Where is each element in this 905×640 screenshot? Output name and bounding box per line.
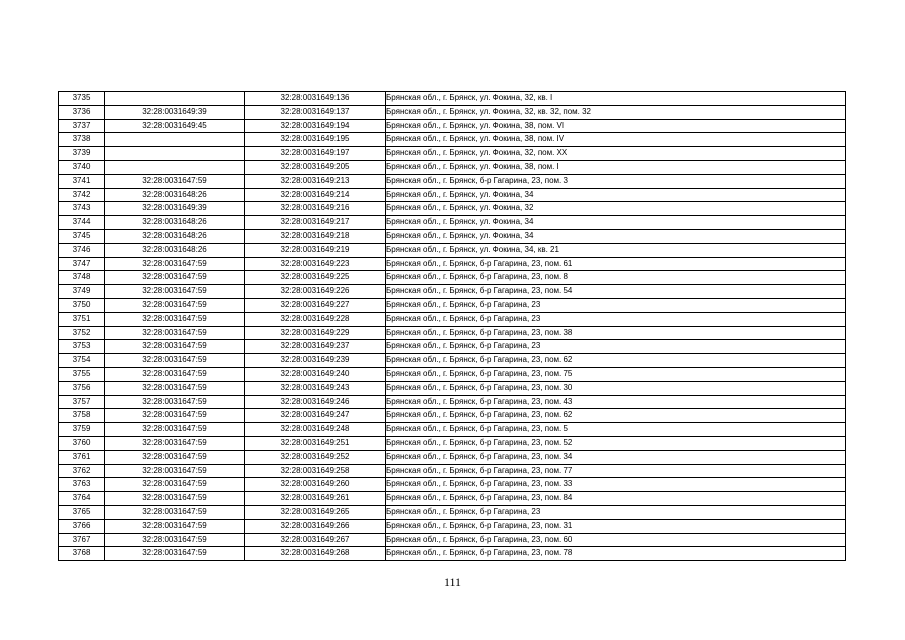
address-cell: Брянская обл., г. Брянск, ул. Фокина, 38, пом. I: [386, 160, 846, 174]
table-row: [59, 464, 846, 478]
parent-cadastral-number-cell: [105, 160, 245, 174]
cadastral-number-cell: 32:28:0031649:247: [245, 409, 386, 423]
parent-cadastral-number-cell: 32:28:0031647:59: [105, 436, 245, 450]
table-row: [59, 92, 846, 106]
cadastral-number-cell: 32:28:0031649:214: [245, 188, 386, 202]
row-number-cell: 3768: [59, 547, 105, 561]
row-number-cell: 3736: [59, 105, 105, 119]
table-row: [59, 285, 846, 299]
table-row: [59, 202, 846, 216]
row-number-cell: 3745: [59, 229, 105, 243]
cadastral-number-cell: 32:28:0031649:239: [245, 354, 386, 368]
table-row: [59, 533, 846, 547]
parent-cadastral-number-cell: 32:28:0031647:59: [105, 174, 245, 188]
address-cell: Брянская обл., г. Брянск, ул. Фокина, 32: [386, 202, 846, 216]
parent-cadastral-number-cell: 32:28:0031647:59: [105, 409, 245, 423]
row-number-cell: 3765: [59, 505, 105, 519]
table-row: [59, 312, 846, 326]
address-cell: Брянская обл., г. Брянск, б-р Гагарина, 23, пом. 30: [386, 381, 846, 395]
cadastral-number-cell: 32:28:0031649:216: [245, 202, 386, 216]
row-number-cell: 3743: [59, 202, 105, 216]
address-cell: Брянская обл., г. Брянск, б-р Гагарина, 23, пом. 38: [386, 326, 846, 340]
cadastral-number-cell: 32:28:0031649:252: [245, 450, 386, 464]
cadastral-number-cell: 32:28:0031649:260: [245, 478, 386, 492]
parent-cadastral-number-cell: 32:28:0031647:59: [105, 423, 245, 437]
table-row: [59, 188, 846, 202]
parent-cadastral-number-cell: 32:28:0031647:59: [105, 519, 245, 533]
cadastral-number-cell: 32:28:0031649:218: [245, 229, 386, 243]
parent-cadastral-number-cell: 32:28:0031647:59: [105, 271, 245, 285]
parent-cadastral-number-cell: 32:28:0031647:59: [105, 312, 245, 326]
table-row: [59, 436, 846, 450]
table-row: [59, 367, 846, 381]
parent-cadastral-number-cell: 32:28:0031647:59: [105, 340, 245, 354]
cadastral-number-cell: 32:28:0031649:205: [245, 160, 386, 174]
row-number-cell: 3763: [59, 478, 105, 492]
table-row: [59, 133, 846, 147]
cadastral-number-cell: 32:28:0031649:228: [245, 312, 386, 326]
parent-cadastral-number-cell: 32:28:0031647:59: [105, 354, 245, 368]
table-row: [59, 340, 846, 354]
parent-cadastral-number-cell: 32:28:0031647:59: [105, 478, 245, 492]
parent-cadastral-number-cell: 32:28:0031648:26: [105, 188, 245, 202]
row-number-cell: 3756: [59, 381, 105, 395]
row-number-cell: 3754: [59, 354, 105, 368]
cadastral-number-cell: 32:28:0031649:223: [245, 257, 386, 271]
cadastral-number-cell: 32:28:0031649:194: [245, 119, 386, 133]
cadastral-number-cell: 32:28:0031649:225: [245, 271, 386, 285]
table-row: [59, 257, 846, 271]
cadastral-number-cell: 32:28:0031649:137: [245, 105, 386, 119]
parent-cadastral-number-cell: 32:28:0031648:26: [105, 216, 245, 230]
parent-cadastral-number-cell: 32:28:0031648:26: [105, 229, 245, 243]
row-number-cell: 3748: [59, 271, 105, 285]
cadastral-number-cell: 32:28:0031649:229: [245, 326, 386, 340]
row-number-cell: 3758: [59, 409, 105, 423]
address-cell: Брянская обл., г. Брянск, б-р Гагарина, 23: [386, 505, 846, 519]
registry-table: [58, 91, 846, 561]
parent-cadastral-number-cell: 32:28:0031647:59: [105, 367, 245, 381]
row-number-cell: 3761: [59, 450, 105, 464]
address-cell: Брянская обл., г. Брянск, б-р Гагарина, 23, пом. 62: [386, 354, 846, 368]
table-row: [59, 505, 846, 519]
table-row: [59, 492, 846, 506]
address-cell: Брянская обл., г. Брянск, б-р Гагарина, 23, пом. 52: [386, 436, 846, 450]
address-cell: Брянская обл., г. Брянск, б-р Гагарина, 23, пом. 43: [386, 395, 846, 409]
table-row: [59, 450, 846, 464]
table-row: [59, 298, 846, 312]
row-number-cell: 3738: [59, 133, 105, 147]
address-cell: Брянская обл., г. Брянск, б-р Гагарина, 23: [386, 312, 846, 326]
table-row: [59, 216, 846, 230]
address-cell: Брянская обл., г. Брянск, ул. Фокина, 32, пом. XX: [386, 147, 846, 161]
row-number-cell: 3739: [59, 147, 105, 161]
address-cell: Брянская обл., г. Брянск, ул. Фокина, 38, пом. IV: [386, 133, 846, 147]
row-number-cell: 3744: [59, 216, 105, 230]
table-row: [59, 409, 846, 423]
table-row: [59, 519, 846, 533]
row-number-cell: 3766: [59, 519, 105, 533]
cadastral-number-cell: 32:28:0031649:268: [245, 547, 386, 561]
cadastral-number-cell: 32:28:0031649:248: [245, 423, 386, 437]
cadastral-number-cell: 32:28:0031649:240: [245, 367, 386, 381]
parent-cadastral-number-cell: 32:28:0031647:59: [105, 464, 245, 478]
cadastral-number-cell: 32:28:0031649:195: [245, 133, 386, 147]
cadastral-number-cell: 32:28:0031649:251: [245, 436, 386, 450]
row-number-cell: 3741: [59, 174, 105, 188]
table-row: [59, 354, 846, 368]
parent-cadastral-number-cell: 32:28:0031647:59: [105, 257, 245, 271]
cadastral-number-cell: 32:28:0031649:217: [245, 216, 386, 230]
row-number-cell: 3752: [59, 326, 105, 340]
cadastral-number-cell: 32:28:0031649:219: [245, 243, 386, 257]
table-row: [59, 381, 846, 395]
address-cell: Брянская обл., г. Брянск, б-р Гагарина, 23, пом. 84: [386, 492, 846, 506]
cadastral-number-cell: 32:28:0031649:258: [245, 464, 386, 478]
address-cell: Брянская обл., г. Брянск, б-р Гагарина, 23, пом. 54: [386, 285, 846, 299]
row-number-cell: 3740: [59, 160, 105, 174]
parent-cadastral-number-cell: 32:28:0031647:59: [105, 381, 245, 395]
address-cell: Брянская обл., г. Брянск, б-р Гагарина, 23, пом. 8: [386, 271, 846, 285]
row-number-cell: 3762: [59, 464, 105, 478]
parent-cadastral-number-cell: 32:28:0031647:59: [105, 533, 245, 547]
address-cell: Брянская обл., г. Брянск, ул. Фокина, 34: [386, 229, 846, 243]
address-cell: Брянская обл., г. Брянск, б-р Гагарина, 23, пом. 77: [386, 464, 846, 478]
cadastral-number-cell: 32:28:0031649:265: [245, 505, 386, 519]
table-row: [59, 326, 846, 340]
table-row: [59, 271, 846, 285]
row-number-cell: 3749: [59, 285, 105, 299]
parent-cadastral-number-cell: 32:28:0031647:59: [105, 326, 245, 340]
parent-cadastral-number-cell: [105, 147, 245, 161]
cadastral-number-cell: 32:28:0031649:226: [245, 285, 386, 299]
registry-table-body: [59, 92, 846, 561]
cadastral-number-cell: 32:28:0031649:197: [245, 147, 386, 161]
cadastral-number-cell: 32:28:0031649:213: [245, 174, 386, 188]
parent-cadastral-number-cell: [105, 92, 245, 106]
row-number-cell: 3735: [59, 92, 105, 106]
table-row: [59, 423, 846, 437]
cadastral-number-cell: 32:28:0031649:227: [245, 298, 386, 312]
page-number: 111: [443, 575, 462, 589]
address-cell: Брянская обл., г. Брянск, ул. Фокина, 34: [386, 216, 846, 230]
table-row: [59, 243, 846, 257]
row-number-cell: 3751: [59, 312, 105, 326]
cadastral-number-cell: 32:28:0031649:243: [245, 381, 386, 395]
address-cell: Брянская обл., г. Брянск, ул. Фокина, 32, кв. 32, пом. 32: [386, 105, 846, 119]
cadastral-number-cell: 32:28:0031649:136: [245, 92, 386, 106]
parent-cadastral-number-cell: 32:28:0031649:39: [105, 105, 245, 119]
table-row: [59, 105, 846, 119]
row-number-cell: 3737: [59, 119, 105, 133]
cadastral-number-cell: 32:28:0031649:237: [245, 340, 386, 354]
address-cell: Брянская обл., г. Брянск, б-р Гагарина, 23, пом. 34: [386, 450, 846, 464]
address-cell: Брянская обл., г. Брянск, ул. Фокина, 38, пом. VI: [386, 119, 846, 133]
row-number-cell: 3764: [59, 492, 105, 506]
address-cell: Брянская обл., г. Брянск, б-р Гагарина, 23, пом. 3: [386, 174, 846, 188]
row-number-cell: 3750: [59, 298, 105, 312]
address-cell: Брянская обл., г. Брянск, б-р Гагарина, 23, пом. 61: [386, 257, 846, 271]
row-number-cell: 3753: [59, 340, 105, 354]
table-row: [59, 147, 846, 161]
table-row: [59, 395, 846, 409]
row-number-cell: 3742: [59, 188, 105, 202]
row-number-cell: 3757: [59, 395, 105, 409]
row-number-cell: 3759: [59, 423, 105, 437]
address-cell: Брянская обл., г. Брянск, б-р Гагарина, 23: [386, 298, 846, 312]
address-cell: Брянская обл., г. Брянск, б-р Гагарина, 23, пом. 60: [386, 533, 846, 547]
parent-cadastral-number-cell: 32:28:0031647:59: [105, 505, 245, 519]
parent-cadastral-number-cell: 32:28:0031647:59: [105, 395, 245, 409]
address-cell: Брянская обл., г. Брянск, ул. Фокина, 32, кв. I: [386, 92, 846, 106]
cadastral-number-cell: 32:28:0031649:267: [245, 533, 386, 547]
table-row: [59, 478, 846, 492]
parent-cadastral-number-cell: 32:28:0031649:39: [105, 202, 245, 216]
address-cell: Брянская обл., г. Брянск, б-р Гагарина, 23: [386, 340, 846, 354]
table-row: [59, 119, 846, 133]
parent-cadastral-number-cell: 32:28:0031647:59: [105, 285, 245, 299]
cadastral-number-cell: 32:28:0031649:266: [245, 519, 386, 533]
table-row: [59, 174, 846, 188]
parent-cadastral-number-cell: 32:28:0031647:59: [105, 450, 245, 464]
table-row: [59, 229, 846, 243]
parent-cadastral-number-cell: 32:28:0031648:26: [105, 243, 245, 257]
row-number-cell: 3767: [59, 533, 105, 547]
parent-cadastral-number-cell: 32:28:0031647:59: [105, 298, 245, 312]
cadastral-number-cell: 32:28:0031649:261: [245, 492, 386, 506]
parent-cadastral-number-cell: [105, 133, 245, 147]
cadastral-number-cell: 32:28:0031649:246: [245, 395, 386, 409]
table-row: [59, 547, 846, 561]
address-cell: Брянская обл., г. Брянск, б-р Гагарина, 23, пом. 62: [386, 409, 846, 423]
address-cell: Брянская обл., г. Брянск, б-р Гагарина, 23, пом. 75: [386, 367, 846, 381]
address-cell: Брянская обл., г. Брянск, б-р Гагарина, 23, пом. 78: [386, 547, 846, 561]
address-cell: Брянская обл., г. Брянск, ул. Фокина, 34: [386, 188, 846, 202]
address-cell: Брянская обл., г. Брянск, б-р Гагарина, 23, пом. 31: [386, 519, 846, 533]
parent-cadastral-number-cell: 32:28:0031647:59: [105, 492, 245, 506]
row-number-cell: 3746: [59, 243, 105, 257]
table-row: [59, 160, 846, 174]
row-number-cell: 3755: [59, 367, 105, 381]
address-cell: Брянская обл., г. Брянск, ул. Фокина, 34, кв. 21: [386, 243, 846, 257]
row-number-cell: 3760: [59, 436, 105, 450]
row-number-cell: 3747: [59, 257, 105, 271]
address-cell: Брянская обл., г. Брянск, б-р Гагарина, 23, пом. 5: [386, 423, 846, 437]
parent-cadastral-number-cell: 32:28:0031647:59: [105, 547, 245, 561]
address-cell: Брянская обл., г. Брянск, б-р Гагарина, 23, пом. 33: [386, 478, 846, 492]
parent-cadastral-number-cell: 32:28:0031649:45: [105, 119, 245, 133]
